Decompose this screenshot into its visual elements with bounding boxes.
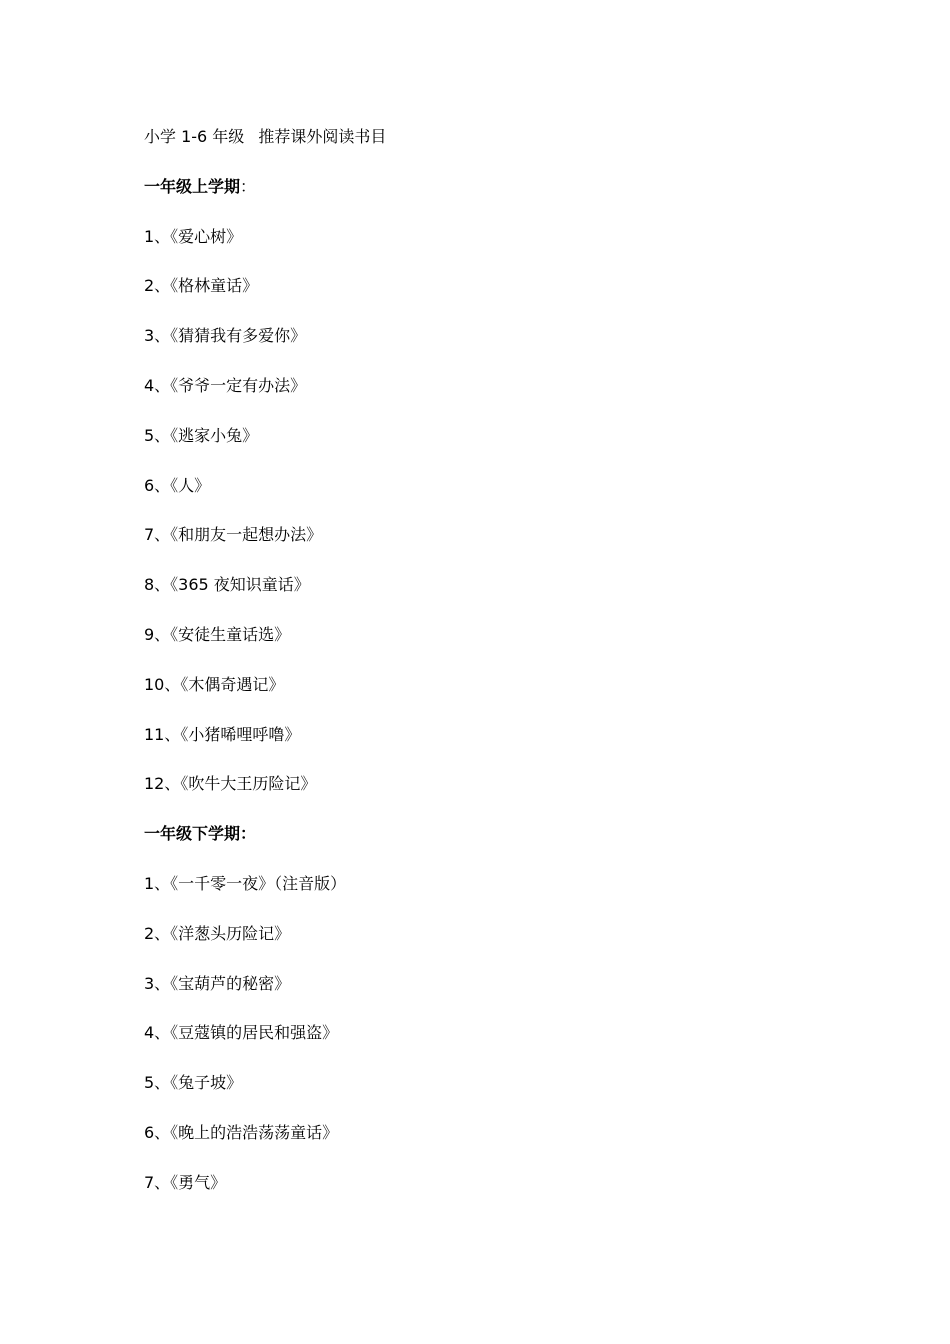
section-heading-text: 一年级上学期 bbox=[144, 176, 241, 196]
list-item: 6、《人》 bbox=[144, 475, 211, 495]
section-heading-grade1-first-term bbox=[144, 174, 844, 224]
section-heading-grade1-second-term: 一年级下学期： bbox=[144, 824, 257, 844]
list-item: 4、《爷爷一定有办法》 bbox=[144, 375, 307, 395]
list-item: 8、《365 夜知识童话》 bbox=[144, 575, 310, 595]
list-item: 3、《宝葫芦的秘密》 bbox=[144, 973, 291, 993]
list-item: 1、《爱心树》 bbox=[144, 226, 243, 246]
document-body bbox=[144, 124, 844, 1220]
list-item: 10、《木偶奇遇记》 bbox=[144, 674, 285, 694]
section-heading-colon: ： bbox=[240, 176, 257, 196]
list-item: 11、《小猪唏哩呼噜》 bbox=[144, 724, 301, 744]
list-item: 5、《兔子坡》 bbox=[144, 1073, 243, 1093]
document-title bbox=[144, 124, 844, 174]
list-item: 9、《安徒生童话选》 bbox=[144, 624, 291, 644]
list-item: 2、《格林童话》 bbox=[144, 276, 259, 296]
title-grade-range: 小学 1-6 年级 bbox=[144, 127, 245, 146]
list-item: 7、《和朋友一起想办法》 bbox=[144, 525, 323, 545]
list-item: 1、《一千零一夜》（注音版） bbox=[144, 873, 347, 893]
list-item: 7、《勇气》 bbox=[144, 1172, 227, 1192]
title-reading-list: 推荐课外阅读书目 bbox=[258, 127, 387, 146]
list-item: 5、《逃家小兔》 bbox=[144, 425, 259, 445]
list-item: 4、《豆蔻镇的居民和强盗》 bbox=[144, 1023, 339, 1043]
list-item: 3、《猜猜我有多爱你》 bbox=[144, 326, 307, 346]
list-item: 6、《晚上的浩浩荡荡童话》 bbox=[144, 1122, 339, 1142]
list-item: 2、《洋葱头历险记》 bbox=[144, 923, 291, 943]
list-item: 12、《吹牛大王历险记》 bbox=[144, 774, 317, 794]
